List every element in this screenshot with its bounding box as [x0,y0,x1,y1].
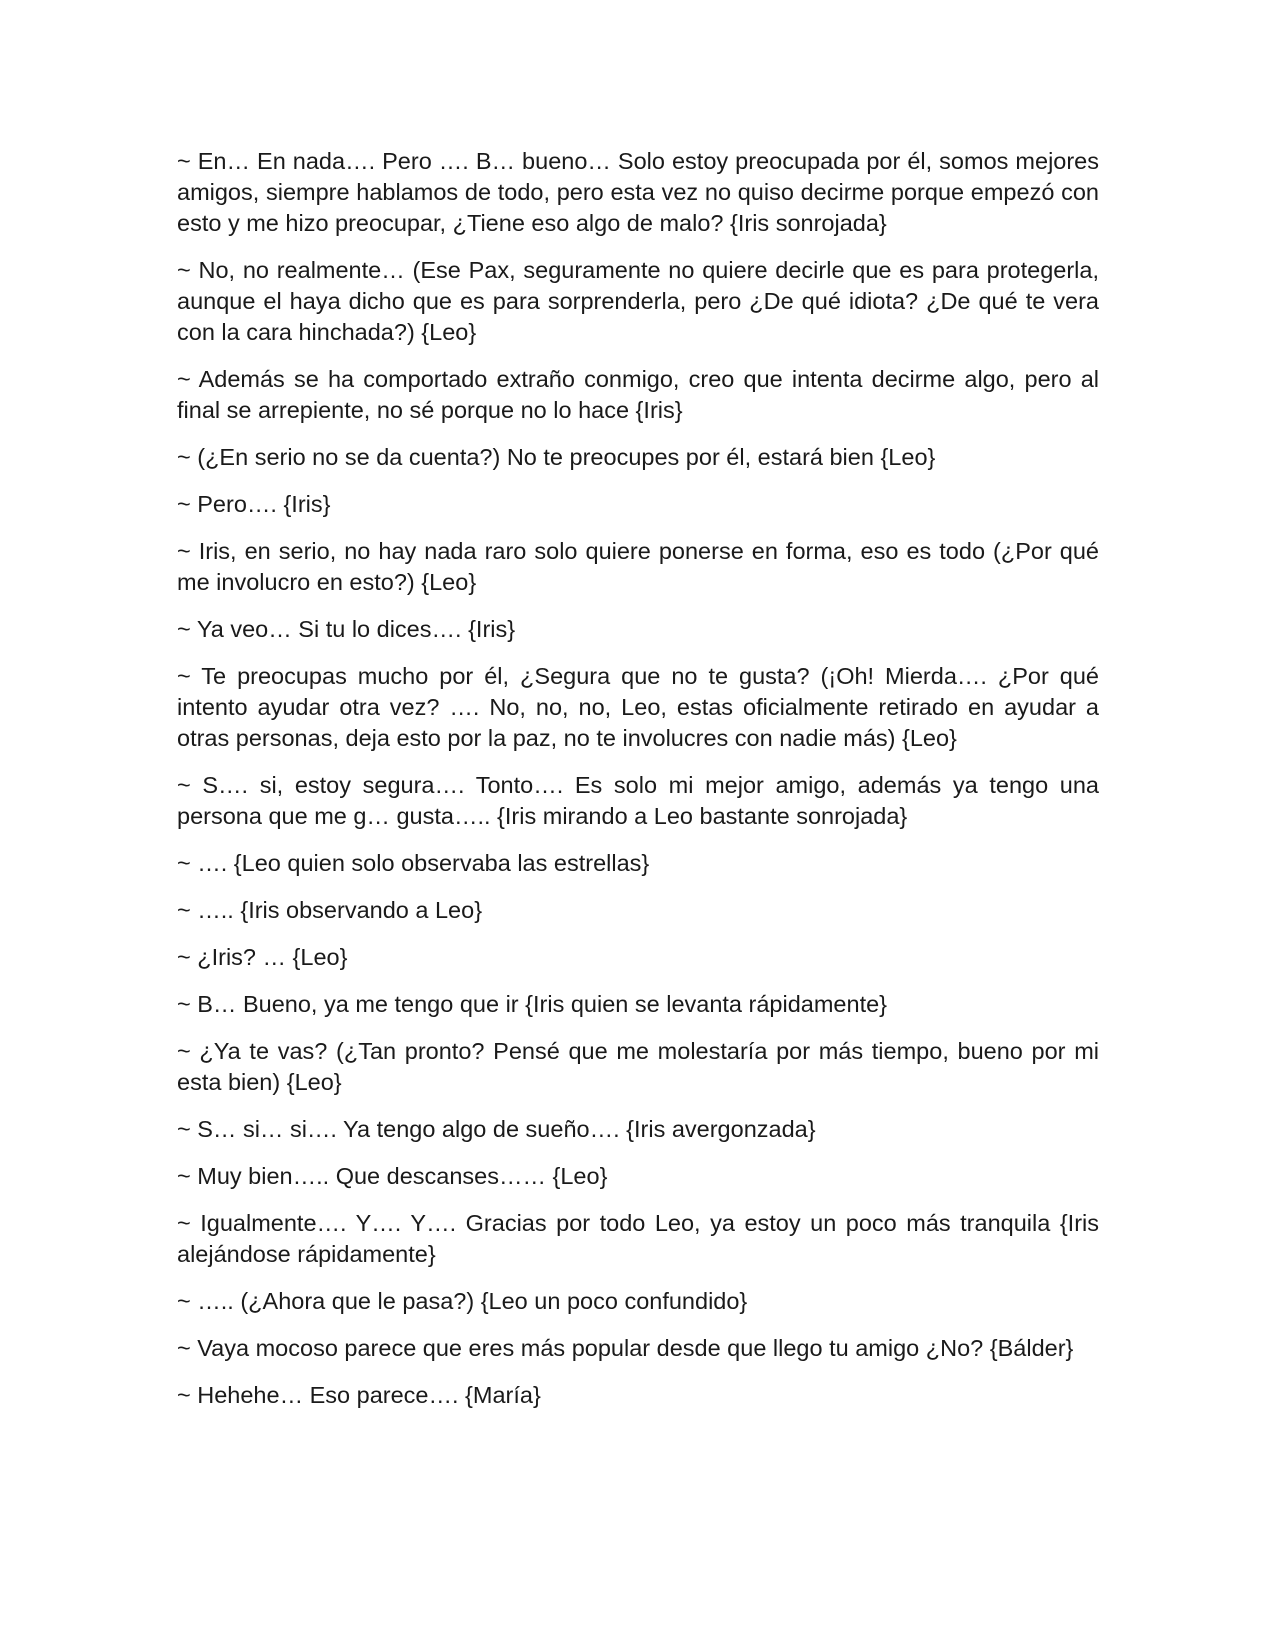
dialogue-paragraph: ~ Ya veo… Si tu lo dices…. {Iris} [177,616,516,642]
dialogue-paragraph: ~ Pero…. {Iris} [177,491,331,517]
dialogue-paragraph: ~ (¿En serio no se da cuenta?) No te preocupes por él, estará bien {Leo} [177,444,936,470]
dialogue-paragraph: ~ Hehehe… Eso parece…. {María} [177,1382,541,1408]
dialogue-paragraph: ~ En… En nada…. Pero …. B… bueno… Solo estoy preocupada por él, somos mejores amigos, siempre hablamos de todo, pero esta vez no quiso decirme porque empezó con esto y me hizo preocupar, ¿Tiene eso algo de malo? {Iris sonrojada} [177,148,1099,236]
dialogue-paragraph: ~ Muy bien….. Que descanses…… {Leo} [177,1163,608,1189]
dialogue-paragraph: ~ ….. {Iris observando a Leo} [177,897,483,923]
dialogue-paragraph: ~ B… Bueno, ya me tengo que ir {Iris quien se levanta rápidamente} [177,991,888,1017]
dialogue-paragraph: ~ S… si… si…. Ya tengo algo de sueño…. {Iris avergonzada} [177,1116,816,1142]
dialogue-paragraph: ~ ¿Ya te vas? (¿Tan pronto? Pensé que me molestaría por más tiempo, bueno por mi esta bien) {Leo} [177,1038,1099,1095]
dialogue-paragraph: ~ …. {Leo quien solo observaba las estrellas} [177,850,650,876]
dialogue-paragraph: ~ No, no realmente… (Ese Pax, seguramente no quiere decirle que es para protegerla, aunque el haya dicho que es para sorprenderla, pero ¿De qué idiota? ¿De qué te vera con la cara hinchada?) {Leo} [177,257,1099,345]
document-body [177,146,1099,1427]
dialogue-paragraph: ~ S…. si, estoy segura…. Tonto…. Es solo mi mejor amigo, además ya tengo una persona que me g… gusta….. {Iris mirando a Leo bastante sonrojada} [177,772,1099,829]
dialogue-paragraph: ~ Vaya mocoso parece que eres más popular desde que llego tu amigo ¿No? {Bálder} [177,1335,1074,1361]
dialogue-paragraph: ~ Igualmente…. Y…. Y…. Gracias por todo Leo, ya estoy un poco más tranquila {Iris alejándose rápidamente} [177,1210,1099,1267]
dialogue-paragraph: ~ Además se ha comportado extraño conmigo, creo que intenta decirme algo, pero al final se arrepiente, no sé porque no lo hace {Iris} [177,366,1099,423]
dialogue-paragraph: ~ Te preocupas mucho por él, ¿Segura que no te gusta? (¡Oh! Mierda…. ¿Por qué intento ayudar otra vez? …. No, no, no, Leo, estas oficialmente retirado en ayudar a otras personas, deja esto por la paz, no te involucres con nadie más) {Leo} [177,663,1099,751]
dialogue-paragraph: ~ ….. (¿Ahora que le pasa?) {Leo un poco confundido} [177,1288,748,1314]
dialogue-paragraph: ~ Iris, en serio, no hay nada raro solo quiere ponerse en forma, eso es todo (¿Por qué me involucro en esto?) {Leo} [177,538,1099,595]
dialogue-paragraph: ~ ¿Iris? … {Leo} [177,944,348,970]
